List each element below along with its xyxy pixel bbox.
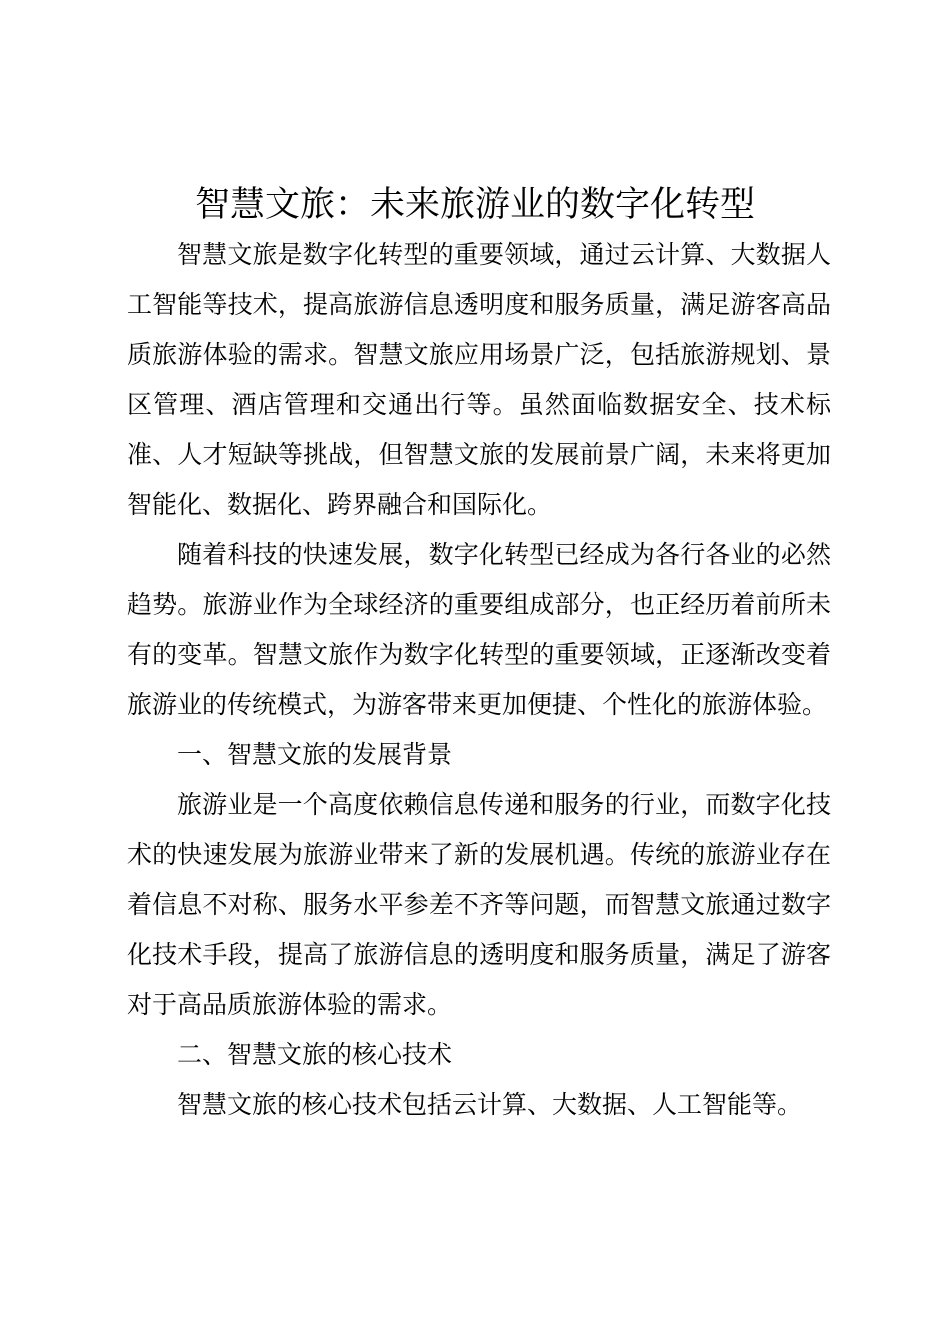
section-heading-core-technology: 二、智慧文旅的核心技术 <box>177 1040 453 1069</box>
document-body <box>127 230 831 1130</box>
document-title: 智慧文旅：未来旅游业的数字化转型 <box>194 185 755 225</box>
paragraph-development-background: 旅游业是一个高度依赖信息传递和服务的行业，而数字化技术的快速发展为旅游业带来了新的发展机遇。传统的旅游业存在着信息不对称、服务水平参差不齐等问题，而智慧文旅通过数字化技术手段，提高了旅游信息的透明度和服务质量，满足了游客对于高品质旅游体验的需求。 <box>127 790 831 1019</box>
section-heading-development-background: 一、智慧文旅的发展背景 <box>177 740 453 769</box>
paragraph-background-intro: 随着科技的快速发展，数字化转型已经成为各行各业的必然趋势。旅游业作为全球经济的重要组成部分，也正经历着前所未有的变革。智慧文旅作为数字化转型的重要领域，正逐渐改变着旅游业的传统模式，为游客带来更加便捷、个性化的旅游体验。 <box>127 540 831 719</box>
paragraph-intro: 智慧文旅是数字化转型的重要领域，通过云计算、大数据人工智能等技术，提高旅游信息透明度和服务质量，满足游客高品质旅游体验的需求。智慧文旅应用场景广泛，包括旅游规划、景区管理、酒店管理和交通出行等。虽然面临数据安全、技术标准、人才短缺等挑战，但智慧文旅的发展前景广阔，未来将更加智能化、数据化、跨界融合和国际化。 <box>127 240 831 519</box>
paragraph-core-technology: 智慧文旅的核心技术包括云计算、大数据、人工智能等。 <box>177 1090 803 1119</box>
